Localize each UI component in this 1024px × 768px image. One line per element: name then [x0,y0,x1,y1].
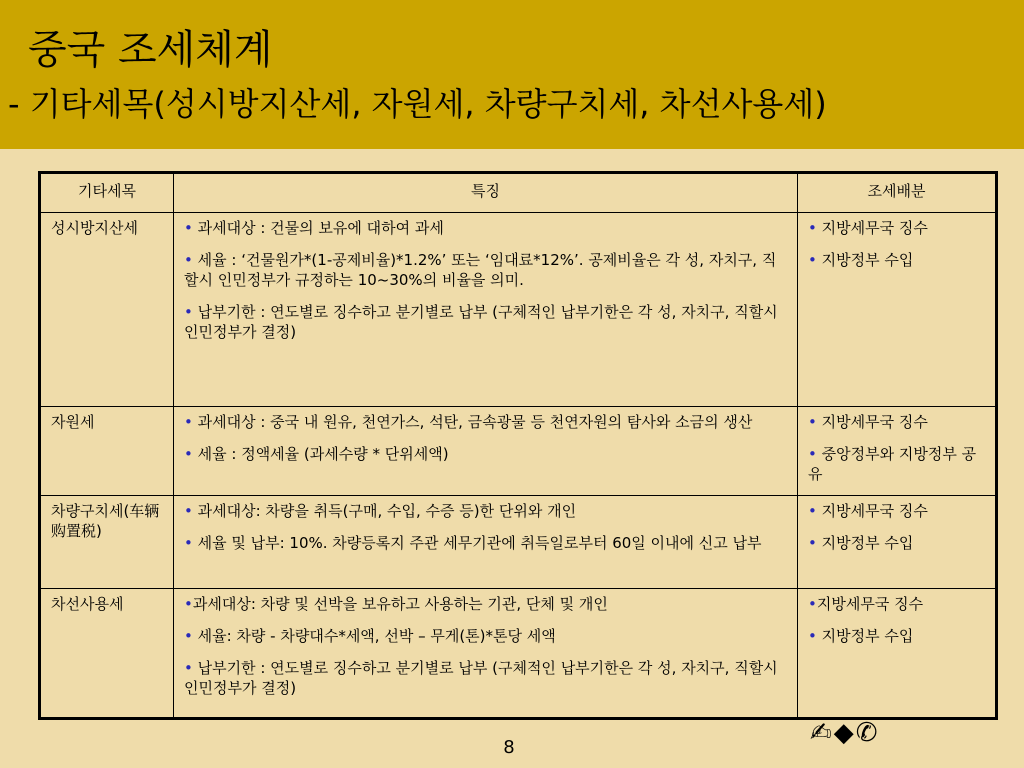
bullet-icon: • [184,445,193,463]
allocation-text: 지방세무국 징수 [816,219,928,237]
feature-item [184,501,789,521]
allocation-text: 지방세무국 징수 [816,595,924,613]
slide-title: 중국 조세체계 [28,27,273,73]
allocation-item [808,501,987,521]
feature-text: 세율 : 정액세율 (과세수량 * 단위세액) [192,445,449,463]
table-row [40,589,997,719]
allocation-item [808,626,987,646]
bullet-icon: • [184,659,193,677]
allocation-text: 지방정부 수입 [816,251,914,269]
feature-text: 세율: 차량 - 차량대수*세액, 선박 – 무게(톤)*톤당 세액 [192,627,556,645]
bullet-icon: • [808,534,817,552]
allocation-text: 지방정부 수입 [816,627,914,645]
feature-item [184,444,789,464]
tax-name-cell: 차선사용세 [40,589,174,719]
features-cell [174,589,798,719]
title-band [0,0,1024,149]
feature-item [184,250,789,290]
allocation-item [808,533,987,553]
allocation-cell [798,213,997,407]
column-header-allocation: 조세배분 [798,173,997,213]
page-number: 8 [503,737,515,758]
allocation-item [808,412,987,432]
feature-item [184,218,789,238]
table-row [40,213,997,407]
table-row [40,407,997,496]
bullet-icon: • [184,534,193,552]
slide-subtitle: - 기타세목(성시방지산세, 자원세, 차량구치세, 차선사용세) [8,85,827,123]
brand-mark-icon: ✍◆✆ [810,718,880,748]
bullet-icon: • [808,502,817,520]
bullet-icon: • [808,595,817,613]
allocation-text: 지방세무국 징수 [816,413,928,431]
feature-item [184,412,789,432]
feature-text: 과세대상 : 중국 내 원유, 천연가스, 석탄, 금속광물 등 천연자원의 탐사와 소금의 생산 [192,413,753,431]
feature-item [184,594,789,614]
bullet-icon: • [184,413,193,431]
feature-text: 세율 및 납부: 10%. 차량등록지 주관 세무기관에 취득일로부터 60일 이내에 신고 납부 [192,534,762,552]
table-header-row [40,173,997,213]
bullet-icon: • [184,219,193,237]
feature-item [184,626,789,646]
allocation-item [808,250,987,270]
column-header-tax-item: 기타세목 [40,173,174,213]
bullet-icon: • [808,413,817,431]
tax-table [38,171,998,720]
feature-text: 납부기한 : 연도별로 징수하고 분기별로 납부 (구체적인 납부기한은 각 성, 자치구, 직할시 인민정부가 결정) [184,659,778,697]
feature-text: 납부기한 : 연도별로 징수하고 분기별로 납부 (구체적인 납부기한은 각 성, 자치구, 직할시 인민정부가 결정) [184,303,778,341]
bullet-icon: • [808,219,817,237]
allocation-item [808,444,987,484]
features-cell [174,407,798,496]
feature-item [184,658,789,698]
bullet-icon: • [808,627,817,645]
allocation-item [808,218,987,238]
bullet-icon: • [184,627,193,645]
feature-text: 과세대상 : 건물의 보유에 대하여 과세 [192,219,444,237]
tax-name-cell: 차량구치세(车辆购置税) [40,496,174,589]
allocation-cell [798,496,997,589]
bullet-icon: • [184,303,193,321]
feature-text: 과세대상: 차량 및 선박을 보유하고 사용하는 기관, 단체 및 개인 [192,595,608,613]
feature-item [184,302,789,342]
allocation-text: 중앙정부와 지방정부 공유 [808,445,977,483]
feature-text: 과세대상: 차량을 취득(구매, 수입, 수증 등)한 단위와 개인 [192,502,577,520]
features-cell [174,496,798,589]
allocation-cell [798,589,997,719]
tax-name-cell: 성시방지산세 [40,213,174,407]
allocation-text: 지방정부 수입 [816,534,914,552]
allocation-cell [798,407,997,496]
tax-name-cell: 자원세 [40,407,174,496]
allocation-text: 지방세무국 징수 [816,502,928,520]
bullet-icon: • [184,502,193,520]
bullet-icon: • [808,445,817,463]
table-row [40,496,997,589]
features-cell [174,213,798,407]
feature-item [184,533,789,553]
feature-text: 세율 : ‘건물원가*(1-공제비율)*1.2%’ 또는 ‘임대료*12%’. 공제비율은 각 성, 자치구, 직할시 인민정부가 규정하는 10~30%의 비율을 의미. [184,251,777,289]
allocation-item [808,594,987,614]
bullet-icon: • [184,251,193,269]
column-header-features: 특징 [174,173,798,213]
bullet-icon: • [808,251,817,269]
bullet-icon: • [184,595,193,613]
